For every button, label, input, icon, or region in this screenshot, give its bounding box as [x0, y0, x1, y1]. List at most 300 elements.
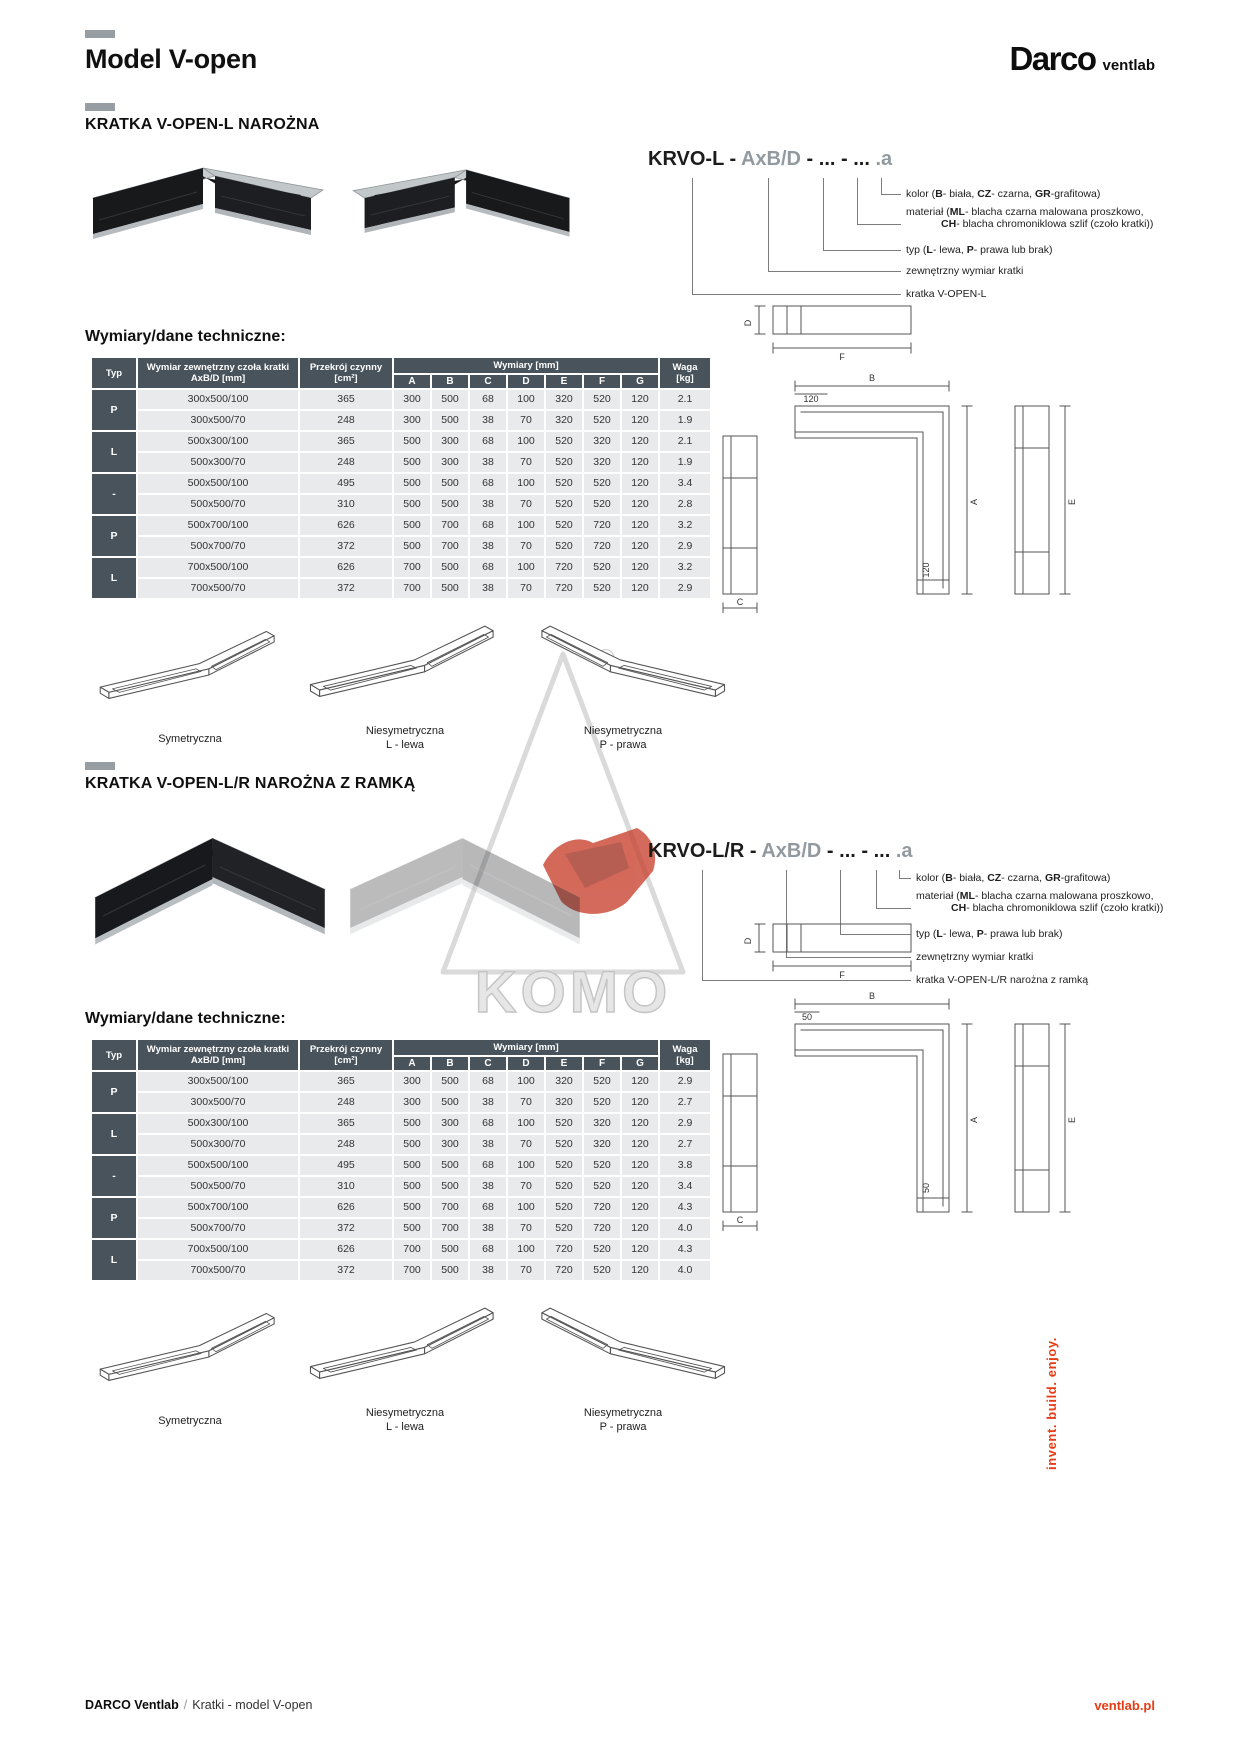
- cell: 500: [394, 537, 430, 556]
- cell: 500x500/100: [138, 1156, 298, 1175]
- cell: 500: [432, 495, 468, 514]
- cell: 100: [508, 1156, 544, 1175]
- cell: 2.8: [660, 495, 710, 514]
- cell: 2.7: [660, 1135, 710, 1154]
- section2-heading: KRATKA V-OPEN-L/R NAROŻNA Z RAMKĄ: [85, 775, 416, 792]
- cell: 68: [470, 1072, 506, 1091]
- cell: 720: [546, 558, 582, 577]
- dim-D: D: [743, 319, 753, 327]
- table-row: [92, 537, 710, 556]
- cell: 520: [584, 558, 620, 577]
- variant-label-l: Niesymetryczna L - lewa: [365, 725, 445, 751]
- cell: 320: [546, 390, 582, 409]
- cell: 500x300/70: [138, 453, 298, 472]
- cell: 120: [622, 1093, 658, 1112]
- cell: 70: [508, 1261, 544, 1280]
- cell: 120: [622, 453, 658, 472]
- cell: 520: [546, 474, 582, 493]
- dim-E: E: [1067, 1116, 1077, 1124]
- cell: 500: [432, 1072, 468, 1091]
- cell: 320: [584, 1114, 620, 1133]
- code-label-kratka: kratka V-OPEN-L: [906, 288, 987, 300]
- cell: 520: [546, 1177, 582, 1196]
- cell: 120: [622, 1198, 658, 1217]
- cell: 300: [432, 1114, 468, 1133]
- cell: 500: [394, 474, 430, 493]
- dim-g-side: 120: [921, 562, 931, 578]
- col-C: C: [470, 375, 506, 388]
- cell: 120: [622, 558, 658, 577]
- dim-C: C: [736, 1215, 744, 1225]
- cell: 2.9: [660, 537, 710, 556]
- cell: 365: [300, 432, 392, 451]
- cell: 500: [394, 516, 430, 535]
- cell: 720: [584, 516, 620, 535]
- cell: 120: [622, 495, 658, 514]
- dim-D: D: [743, 937, 753, 945]
- cell: 120: [622, 1135, 658, 1154]
- cell: 100: [508, 1198, 544, 1217]
- cell: 120: [622, 516, 658, 535]
- cell: 3.4: [660, 1177, 710, 1196]
- cell: 300: [432, 1135, 468, 1154]
- cell: 300: [394, 1072, 430, 1091]
- col-G: G: [622, 1057, 658, 1070]
- col-weight: Waga [kg]: [660, 1040, 710, 1070]
- code-label-kratka: kratka V-OPEN-L/R narożna z ramką: [916, 974, 1089, 986]
- table-row: [92, 1198, 710, 1217]
- cell: 2.1: [660, 390, 710, 409]
- cell: 720: [546, 579, 582, 598]
- cell: 500: [394, 1156, 430, 1175]
- cell: 500x500/70: [138, 1177, 298, 1196]
- variant-label-sym: Symetryczna: [158, 733, 222, 745]
- cell: 38: [470, 495, 506, 514]
- col-dimensions: Wymiary [mm]: [394, 358, 658, 373]
- col-typ: Typ: [92, 358, 136, 388]
- cell: 300: [432, 453, 468, 472]
- cell: 500x300/100: [138, 1114, 298, 1133]
- code-label-material: materiał (ML- blacha czarna malowana proszkowo, CH- blacha chromoniklowa szlif (czoło kratki)): [916, 890, 1164, 914]
- cell: 520: [584, 1072, 620, 1091]
- table-row: [92, 558, 710, 577]
- typ-cell: P: [92, 1072, 136, 1112]
- dim-g-side: 50: [921, 1182, 931, 1194]
- cell: 300: [394, 411, 430, 430]
- variant-label-p: Niesymetryczna P - prawa: [583, 1407, 663, 1433]
- code-label-wymiar: zewnętrzny wymiar kratki: [916, 951, 1034, 963]
- cell: 700x500/100: [138, 558, 298, 577]
- cell: 500x700/100: [138, 1198, 298, 1217]
- table-row: [92, 579, 710, 598]
- technical-drawing-s1: [715, 298, 1155, 618]
- col-E: E: [546, 375, 582, 388]
- cell: 100: [508, 1072, 544, 1091]
- table-row: [92, 411, 710, 430]
- cell: 120: [622, 1114, 658, 1133]
- cell: 520: [546, 432, 582, 451]
- cell: 500: [432, 1261, 468, 1280]
- product-code: KRVO-L/R - AxB/D - ... - ... .a: [648, 840, 913, 862]
- cell: 100: [508, 390, 544, 409]
- cell: 700: [394, 1261, 430, 1280]
- cell: 520: [584, 579, 620, 598]
- cell: 120: [622, 1177, 658, 1196]
- cell: 500: [394, 1198, 430, 1217]
- cell: 3.8: [660, 1156, 710, 1175]
- table-row: [92, 1072, 710, 1091]
- cell: 100: [508, 474, 544, 493]
- technical-drawing-s2: [715, 916, 1155, 1236]
- cell: 70: [508, 579, 544, 598]
- col-B: B: [432, 375, 468, 388]
- product-photo-frame-left: [85, 795, 335, 1005]
- dim-B: B: [868, 373, 876, 383]
- table-row: [92, 1240, 710, 1259]
- cell: 100: [508, 432, 544, 451]
- cell: 70: [508, 453, 544, 472]
- cell: 626: [300, 558, 392, 577]
- table-row: [92, 495, 710, 514]
- cell: 300x500/70: [138, 411, 298, 430]
- cell: 520: [546, 516, 582, 535]
- cell: 520: [546, 1219, 582, 1238]
- table1-subtitle: Wymiary/dane techniczne:: [85, 328, 286, 345]
- cell: 248: [300, 411, 392, 430]
- cell: 626: [300, 516, 392, 535]
- cell: 500: [432, 411, 468, 430]
- cell: 70: [508, 537, 544, 556]
- connector-line: [692, 178, 901, 295]
- section-dash: [85, 762, 115, 770]
- cell: 70: [508, 1093, 544, 1112]
- cell: 70: [508, 1219, 544, 1238]
- cell: 365: [300, 1072, 392, 1091]
- footer-site-link[interactable]: ventlab.pl: [1094, 1698, 1155, 1713]
- table-row: [92, 1135, 710, 1154]
- cell: 100: [508, 558, 544, 577]
- cell: 300: [394, 1093, 430, 1112]
- typ-cell: -: [92, 474, 136, 514]
- cell: 248: [300, 1093, 392, 1112]
- cell: 68: [470, 1114, 506, 1133]
- cell: 700: [432, 537, 468, 556]
- table-row: [92, 1261, 710, 1280]
- cell: 720: [546, 1261, 582, 1280]
- cell: 500: [432, 390, 468, 409]
- brand-logo: [1009, 40, 1155, 78]
- cell: 626: [300, 1240, 392, 1259]
- cell: 68: [470, 1198, 506, 1217]
- cell: 372: [300, 579, 392, 598]
- cell: 2.9: [660, 1114, 710, 1133]
- col-G: G: [622, 375, 658, 388]
- cell: 700: [394, 579, 430, 598]
- col-outer-dim: Wymiar zewnętrzny czoła kratki AxB/D [mm]: [138, 1040, 298, 1070]
- cell: 38: [470, 411, 506, 430]
- cell: 4.0: [660, 1219, 710, 1238]
- variant-label-l: Niesymetryczna L - lewa: [365, 1407, 445, 1433]
- cell: 120: [622, 1219, 658, 1238]
- col-A: A: [394, 1057, 430, 1070]
- cell: 100: [508, 516, 544, 535]
- col-dimensions: Wymiary [mm]: [394, 1040, 658, 1055]
- cell: 520: [546, 1114, 582, 1133]
- cell: 720: [546, 1240, 582, 1259]
- cell: 300x500/100: [138, 390, 298, 409]
- cell: 500x500/100: [138, 474, 298, 493]
- cell: 2.9: [660, 1072, 710, 1091]
- cell: 372: [300, 537, 392, 556]
- col-weight: Waga [kg]: [660, 358, 710, 388]
- section-dash: [85, 103, 115, 111]
- dim-E: E: [1067, 498, 1077, 506]
- cell: 300: [432, 432, 468, 451]
- cell: 720: [584, 537, 620, 556]
- cell: 500x300/70: [138, 1135, 298, 1154]
- cell: 700x500/70: [138, 579, 298, 598]
- cell: 500: [432, 1177, 468, 1196]
- cell: 520: [584, 1240, 620, 1259]
- cell: 626: [300, 1198, 392, 1217]
- table-row: [92, 432, 710, 451]
- cell: 68: [470, 516, 506, 535]
- cell: 520: [546, 537, 582, 556]
- dim-C: C: [736, 597, 744, 607]
- tagline-vertical: invent. build. enjoy.: [1044, 1337, 1059, 1470]
- col-A: A: [394, 375, 430, 388]
- cell: 310: [300, 495, 392, 514]
- cell: 520: [546, 1198, 582, 1217]
- table-row: [92, 1177, 710, 1196]
- cell: 120: [622, 474, 658, 493]
- section1-heading: KRATKA V-OPEN-L NAROŻNA: [85, 116, 320, 133]
- typ-cell: P: [92, 516, 136, 556]
- col-E: E: [546, 1057, 582, 1070]
- col-B: B: [432, 1057, 468, 1070]
- cell: 120: [622, 432, 658, 451]
- variant-label-sym: Symetryczna: [158, 1415, 222, 1427]
- cell: 100: [508, 1114, 544, 1133]
- cell: 120: [622, 1261, 658, 1280]
- cell: 520: [584, 1093, 620, 1112]
- footer-breadcrumb: DARCO Ventlab / Kratki - model V-open: [85, 1698, 313, 1712]
- cell: 500: [394, 1219, 430, 1238]
- cell: 2.1: [660, 432, 710, 451]
- cell: 500: [394, 432, 430, 451]
- cell: 248: [300, 453, 392, 472]
- cell: 520: [546, 495, 582, 514]
- cell: 500: [432, 558, 468, 577]
- cell: 68: [470, 1156, 506, 1175]
- cell: 68: [470, 432, 506, 451]
- cell: 500x300/100: [138, 432, 298, 451]
- cell: 500x700/70: [138, 537, 298, 556]
- cell: 38: [470, 579, 506, 598]
- dim-B: B: [868, 991, 876, 1001]
- typ-cell: L: [92, 1240, 136, 1280]
- darco-logo: Darco: [1009, 40, 1096, 77]
- cell: 700: [432, 1198, 468, 1217]
- cell: 720: [584, 1198, 620, 1217]
- watermark-text: KOMO: [474, 960, 672, 1025]
- cell: 500x500/70: [138, 495, 298, 514]
- table-row: [92, 390, 710, 409]
- variant-drawing-l-s1: [305, 612, 515, 722]
- cell: 120: [622, 390, 658, 409]
- cell: 520: [584, 1261, 620, 1280]
- cell: 500: [432, 1240, 468, 1259]
- cell: 520: [546, 453, 582, 472]
- cell: 700: [394, 558, 430, 577]
- table2-subtitle: Wymiary/dane techniczne:: [85, 1010, 286, 1027]
- product-photo-frame-ghost: [340, 795, 590, 1005]
- cell: 120: [622, 1156, 658, 1175]
- cell: 38: [470, 1219, 506, 1238]
- col-D: D: [508, 1057, 544, 1070]
- cell: 70: [508, 1177, 544, 1196]
- cell: 1.9: [660, 411, 710, 430]
- cell: 700: [394, 1240, 430, 1259]
- typ-cell: L: [92, 1114, 136, 1154]
- cell: 38: [470, 1261, 506, 1280]
- cell: 500: [394, 1114, 430, 1133]
- cell: 500: [432, 579, 468, 598]
- cell: 100: [508, 1240, 544, 1259]
- typ-cell: -: [92, 1156, 136, 1196]
- cell: 120: [622, 411, 658, 430]
- cell: 3.2: [660, 558, 710, 577]
- col-C: C: [470, 1057, 506, 1070]
- cell: 320: [584, 432, 620, 451]
- cell: 372: [300, 1261, 392, 1280]
- typ-cell: L: [92, 432, 136, 472]
- cell: 495: [300, 1156, 392, 1175]
- cell: 365: [300, 1114, 392, 1133]
- col-F: F: [584, 1057, 620, 1070]
- cell: 520: [584, 1177, 620, 1196]
- cell: 68: [470, 558, 506, 577]
- spec-table-1: [90, 356, 712, 600]
- cell: 500: [394, 453, 430, 472]
- cell: 120: [622, 1240, 658, 1259]
- cell: 700x500/100: [138, 1240, 298, 1259]
- variant-label-p: Niesymetryczna P - prawa: [583, 725, 663, 751]
- col-cross-section: Przekrój czynny [cm²]: [300, 1040, 392, 1070]
- section-dash: [85, 30, 115, 38]
- dim-g-top: 50: [801, 1012, 813, 1022]
- product-photo-vopenl-right: [342, 140, 577, 265]
- cell: 520: [546, 1135, 582, 1154]
- cell: 320: [546, 1093, 582, 1112]
- table-row: [92, 1156, 710, 1175]
- table-row: [92, 1219, 710, 1238]
- cell: 68: [470, 1240, 506, 1259]
- col-typ: Typ: [92, 1040, 136, 1070]
- cell: 38: [470, 1177, 506, 1196]
- cell: 120: [622, 537, 658, 556]
- cell: 3.2: [660, 516, 710, 535]
- table-row: [92, 474, 710, 493]
- cell: 248: [300, 1135, 392, 1154]
- code-diagram-s1: [640, 148, 1200, 323]
- variant-drawing-p-s1: [520, 612, 730, 722]
- cell: 2.9: [660, 579, 710, 598]
- col-cross-section: Przekrój czynny [cm²]: [300, 358, 392, 388]
- cell: 300x500/100: [138, 1072, 298, 1091]
- code-label-typ: typ (L- lewa, P- prawa lub brak): [916, 928, 1063, 940]
- typ-cell: L: [92, 558, 136, 598]
- cell: 500x700/70: [138, 1219, 298, 1238]
- cell: 520: [584, 474, 620, 493]
- cell: 38: [470, 537, 506, 556]
- page-title: Model V-open: [85, 44, 257, 74]
- code-label-kolor: kolor (B- biała, CZ- czarna, GR-grafitowa): [906, 188, 1101, 200]
- cell: 500: [432, 1093, 468, 1112]
- table-row: [92, 1114, 710, 1133]
- dim-F: F: [839, 352, 845, 362]
- product-code: KRVO-L - AxB/D - ... - ... .a: [648, 148, 893, 170]
- dim-A: A: [969, 1116, 979, 1124]
- col-F: F: [584, 375, 620, 388]
- col-outer-dim: Wymiar zewnętrzny czoła kratki AxB/D [mm]: [138, 358, 298, 388]
- cell: 700: [432, 516, 468, 535]
- cell: 500: [432, 1156, 468, 1175]
- table-row: [92, 453, 710, 472]
- typ-cell: P: [92, 390, 136, 430]
- dim-g-top: 120: [803, 394, 819, 404]
- cell: 38: [470, 453, 506, 472]
- cell: 120: [622, 1072, 658, 1091]
- cell: 500: [432, 474, 468, 493]
- typ-cell: P: [92, 1198, 136, 1238]
- cell: 1.9: [660, 453, 710, 472]
- cell: 68: [470, 474, 506, 493]
- dim-A: A: [969, 498, 979, 506]
- cell: 320: [584, 453, 620, 472]
- cell: 520: [584, 1156, 620, 1175]
- cell: 700x500/70: [138, 1261, 298, 1280]
- variant-drawing-p-s2: [520, 1294, 730, 1404]
- cell: 38: [470, 1093, 506, 1112]
- product-photo-vopenl-left: [85, 140, 335, 265]
- spec-table-2: [90, 1038, 712, 1282]
- cell: 320: [546, 411, 582, 430]
- cell: 500: [394, 1135, 430, 1154]
- ventlab-logo-suffix: ventlab: [1102, 57, 1155, 74]
- code-label-kolor: kolor (B- biała, CZ- czarna, GR-grafitowa): [916, 872, 1111, 884]
- cell: 320: [546, 1072, 582, 1091]
- cell: 520: [584, 390, 620, 409]
- code-label-typ: typ (L- lewa, P- prawa lub brak): [906, 244, 1053, 256]
- cell: 520: [584, 411, 620, 430]
- cell: 700: [432, 1219, 468, 1238]
- cell: 372: [300, 1219, 392, 1238]
- cell: 500x700/100: [138, 516, 298, 535]
- cell: 495: [300, 474, 392, 493]
- cell: 300x500/70: [138, 1093, 298, 1112]
- code-label-wymiar: zewnętrzny wymiar kratki: [906, 265, 1024, 277]
- cell: 500: [394, 1177, 430, 1196]
- cell: 520: [584, 495, 620, 514]
- variant-drawing-sym-s2: [95, 1300, 295, 1405]
- code-label-material: materiał (ML- blacha czarna malowana proszkowo, CH- blacha chromoniklowa szlif (czoło kratki)): [906, 206, 1154, 230]
- cell: 38: [470, 1135, 506, 1154]
- cell: 120: [622, 579, 658, 598]
- cell: 520: [546, 1156, 582, 1175]
- table-row: [92, 516, 710, 535]
- cell: 310: [300, 1177, 392, 1196]
